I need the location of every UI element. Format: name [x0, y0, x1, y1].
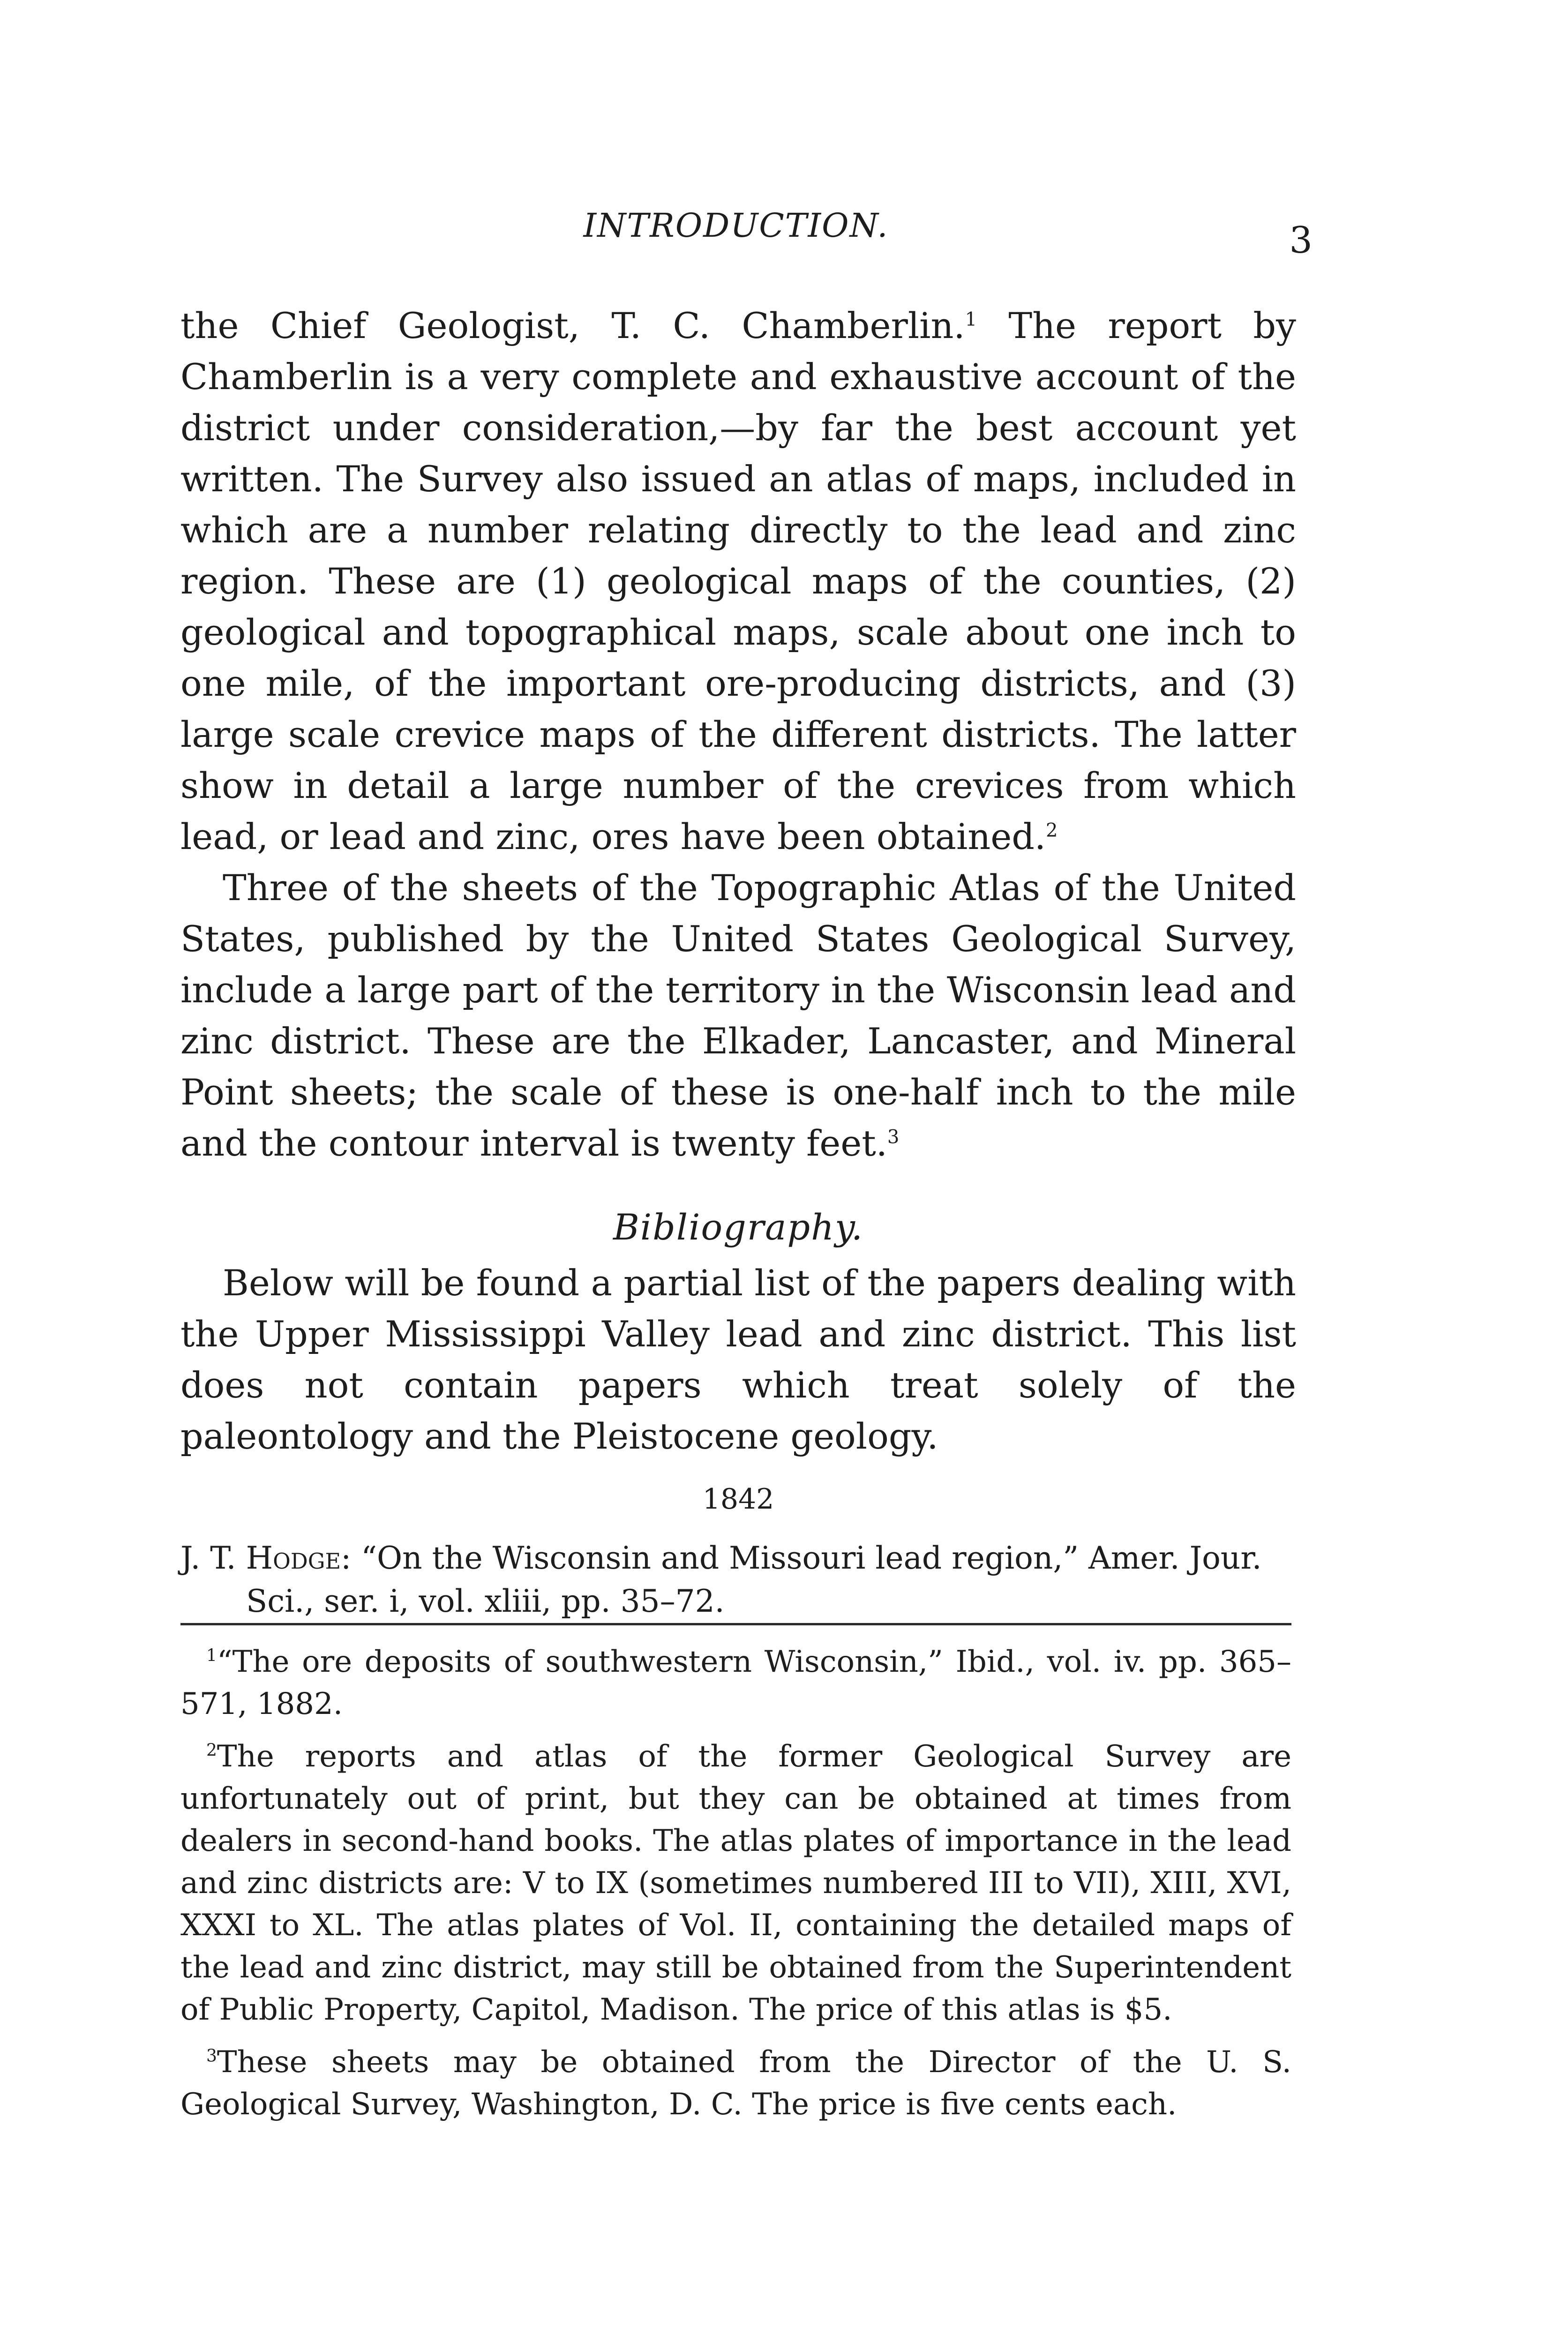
bibliography-year: 1842 [702, 1483, 774, 1516]
bibliography-entry [180, 1537, 1296, 1623]
section-heading: Bibliography. [613, 1206, 864, 1248]
body-text [180, 300, 1296, 1623]
paragraph-continued [180, 300, 1296, 862]
footnote-2 [180, 1735, 1291, 2031]
page-number: 3 [1289, 219, 1313, 262]
footnote-mark: 3 [206, 2046, 217, 2066]
footnote-3 [180, 2041, 1291, 2126]
footnote-mark: 1 [206, 1646, 217, 1666]
footnote-reference: 1 [965, 308, 977, 331]
running-title: INTRODUCTION. [583, 206, 889, 245]
footnotes [180, 1641, 1291, 2136]
paragraph-text: Three of the sheets of the Topographic Atlas of the United States, published by the United States Geological Survey, include a large part of the territory in the Wisconsin lead and zinc district. These are the Elkader, Lancaster, and Mineral Point sheets; the scale of these is one-half inch to the mile and the contour interval is twenty feet. [180, 867, 1296, 1164]
bibliography-intro: Below will be found a partial list of the papers dealing with the Upper Mississippi Valley lead and zinc district. This list does not contain papers which treat solely of the paleontology and the Pleistocene geology. [180, 1262, 1296, 1457]
paragraph-topographic-atlas [180, 862, 1296, 1169]
footnote-1 [180, 1641, 1291, 1725]
entry-citation: “On the Wisconsin and Missouri lead region,” Amer. Jour. Sci., ser. i, vol. xliii, pp. 35–72. [246, 1540, 1262, 1619]
paragraph-text: The report by Chamberlin is a very complete and exhaustive account of the district under consideration,—by far the best account yet written. The Survey also issued an atlas of maps, included in which are a number relating directly to the lead and zinc region. These are (1) geological maps of the counties, (2) geological and topographical maps, scale about one inch to one mile, of the important ore-producing districts, and (3) large scale crevice maps of the different districts. The latter show in detail a large number of the crevices from which lead, or lead and zinc, ores have been obtained. [180, 305, 1296, 857]
footnote-text: “The ore deposits of southwestern Wisconsin,” Ibid., vol. iv. pp. 365–571, 1882. [180, 1645, 1291, 1721]
footnote-reference: 3 [887, 1126, 900, 1148]
footnote-text: These sheets may be obtained from the Director of the U. S. Geological Survey, Washington, D. C. The price is five cents each. [180, 2045, 1291, 2122]
footnote-reference: 2 [1046, 819, 1058, 841]
running-head [178, 206, 1313, 263]
footnote-divider [180, 1623, 1291, 1625]
paragraph-text: the Chief Geologist, T. C. Chamberlin. [180, 305, 965, 346]
footnote-text: The reports and atlas of the former Geological Survey are unfortunately out of print, but they can be obtained at times from dealers in second-hand books. The atlas plates of importance in the lead and zinc districts are: V to IX (sometimes numbered III to VII), XIII, XVI, XXXI to XL. The atlas plates of Vol. II, containing the detailed maps of the lead and zinc district, may still be obtained from the Superintendent of Public Property, Capitol, Madison. The price of this atlas is $5. [180, 1739, 1291, 2027]
entry-author: J. T. Hodge: [180, 1540, 352, 1576]
footnote-mark: 2 [206, 1741, 217, 1760]
